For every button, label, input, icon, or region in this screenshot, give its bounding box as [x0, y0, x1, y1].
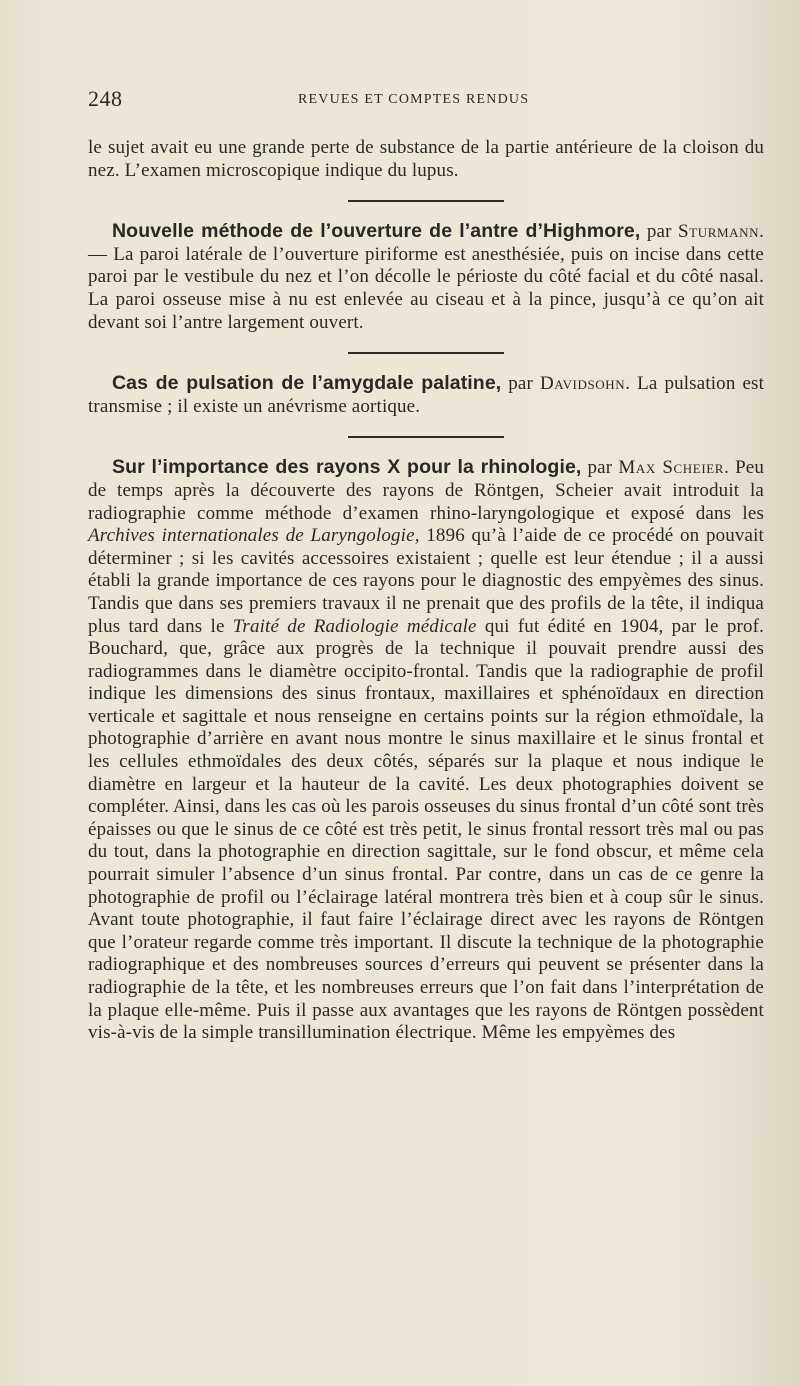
- page-number: 248: [88, 86, 123, 111]
- running-title: REVUES ET COMPTES RENDUS: [298, 92, 530, 107]
- article-title: Nouvelle méthode de l’ouverture de l’antre d’Highmore,: [112, 220, 641, 243]
- section-divider: [348, 436, 504, 438]
- section-divider: [348, 200, 504, 202]
- page-header: [88, 86, 760, 116]
- article-davidsohn: [88, 372, 764, 418]
- journal-title: Archives internationales de Laryngologie: [88, 525, 415, 547]
- book-title: Traité de Radiologie médicale: [232, 615, 477, 637]
- continuation-paragraph: le sujet avait eu une grande perte de substance de la partie antérieure de la cloison du nez. L’examen microscopique indique du lupus.: [88, 137, 764, 181]
- article-by: par: [581, 457, 619, 479]
- article-title: Cas de pulsation de l’amygdale palatine,: [112, 372, 502, 395]
- article-text: . Peu de temps après la découverte des rayons de Röntgen, Scheier avait introduit la radiographie comme méthode d’examen rhino-laryngologique et exposé dans les: [88, 457, 765, 524]
- article-text: . — La paroi latérale de l’ouverture piriforme est anesthésiée, puis on incise dans cette paroi par le vestibule du nez et l’on décolle le périoste du côté facial et du côté nasal. La paroi osseuse mise à nu est enlevée au ciseau et à la pince, jusqu’à ce qu’on ait devant soi l’antre largement ouvert.: [88, 221, 765, 333]
- article-text: . La pulsation est transmise ; il existe un anévrisme aortique.: [88, 373, 764, 417]
- article-sturmann: [88, 220, 764, 334]
- section-divider: [348, 352, 504, 354]
- article-scheier: [88, 456, 764, 1044]
- article-author: Davidsohn: [539, 373, 626, 395]
- article-author: Sturmann: [678, 221, 760, 243]
- page-body: [88, 137, 764, 1045]
- article-text: qui fut édité en 1904, par le prof. Bouchard, que, grâce aux progrès de la technique il pouvait prendre aussi des radiogrammes dans le diamètre occipito-frontal. Tandis que la radiographie de profil indique les dimensions des sinus frontaux, maxillaires et sphénoïdaux en direction verticale et sagittale et nous renseigne en certains points sur la région ethmoïdale, la photographie d’arrière en avant nous montre le sinus maxillaire et le sinus frontal et les cellules ethmoïdales des deux côtés, séparés sur la plaque et nous indique le diamètre en largeur et la hauteur de la cavité. Les deux photographies doivent se compléter. Ainsi, dans les cas où les parois osseuses du sinus frontal d’un côté sont très épaisses ou que le sinus de ce côté est très petit, le sinus frontal ressort très mal ou pas du tout, dans la photographie en direction sagittale, sur le fond obscur, et même cela pourrait simuler l’absence d’un sinus frontal. Par contre, dans un cas de ce genre la photographie de profil ou l’éclairage latéral montrera très bien et à coup sûr le sinus. Avant toute photographie, il faut faire l’éclairage direct avec les rayons de Röntgen que l’orateur regarde comme très important. Il discute la technique de la photographie radiographique et des nombreuses sources d’erreurs qui peuvent se présenter dans la radiographie de la tête, et les nombreuses erreurs que l’on fait dans l’interprétation de la plaque elle-même. Puis il passe aux avantages que les rayons de Röntgen possèdent vis-à-vis de la simple transillumination électrique. Même les empyèmes des: [88, 615, 765, 1044]
- article-author: Max Scheier: [618, 457, 725, 479]
- article-title: Sur l’importance des rayons X pour la rhinologie,: [112, 456, 582, 479]
- article-by: par: [501, 373, 540, 395]
- article-text: , 1896 qu’à l’aide de ce procédé on pouvait déterminer ; si les cavités accessoires existaient ; quelle est leur étendue ; il a aussi établi la grande importance de ces rayons pour le diagnostic des empyèmes des sinus. Tandis que dans ses premiers travaux il ne prenait que des profils de la tête, il indiqua plus tard dans le: [88, 525, 764, 637]
- article-by: par: [640, 221, 679, 243]
